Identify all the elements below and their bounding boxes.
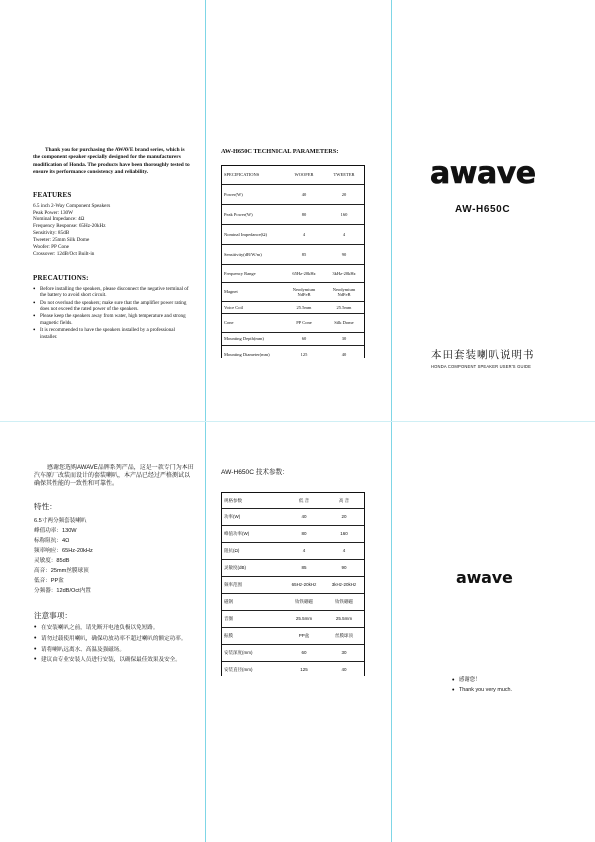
table-cell: 90 bbox=[324, 245, 364, 265]
back-cover-item: • Thank you very much. bbox=[452, 686, 512, 696]
cn-features-title: 特性： bbox=[34, 501, 57, 511]
table-cell: 65Hz-20kHz bbox=[284, 265, 324, 283]
feature-item: 灵敏度：85dB bbox=[34, 557, 70, 564]
table-cell: 25.5mm bbox=[284, 302, 324, 314]
table-cell: Nominal Impedance(Ω) bbox=[222, 225, 284, 245]
table-header-cell: 规格参数 bbox=[222, 493, 284, 509]
table-cell: 20 bbox=[324, 509, 364, 526]
table-cell: Mounting Diameter(mm) bbox=[222, 346, 284, 359]
cn-params-table bbox=[222, 492, 364, 676]
table-cell: 85 bbox=[284, 245, 324, 265]
feature-item: Woofer: PP Cone bbox=[33, 244, 69, 251]
precaution-item: • 在安装喇叭之前，请先断开电池负极以免短路。 bbox=[34, 625, 194, 632]
feature-item: Peak Power: 130W bbox=[33, 209, 74, 216]
table-row bbox=[222, 185, 364, 205]
table-cell: 阻抗(Ω) bbox=[222, 543, 284, 560]
table-cell: 60 bbox=[284, 645, 324, 662]
table-cell: 80 bbox=[284, 526, 324, 543]
table-cell: 4 bbox=[324, 543, 364, 560]
feature-item: Crossover: 12dB/Oct Built-in bbox=[33, 250, 95, 257]
table-row bbox=[222, 333, 364, 346]
table-cell: 160 bbox=[324, 526, 364, 543]
table-cell: 频率范围 bbox=[222, 577, 284, 594]
precaution-item: • Do not overload the speakers; make sure that the amplifier power rating does not exceed the rated power of the speakers. bbox=[33, 300, 193, 313]
precaution-item: • 建议由专业安装人员进行安装，以确保最佳效果及安全。 bbox=[34, 657, 194, 664]
table-row bbox=[222, 283, 364, 302]
feature-item: 标称阻抗：4Ω bbox=[34, 537, 70, 544]
table-cell: 音圈 bbox=[222, 611, 284, 628]
table-cell: 4 bbox=[324, 225, 364, 245]
table-cell: 4 bbox=[284, 225, 324, 245]
table-cell: 3kHz-20kHz bbox=[324, 577, 364, 594]
sheet-divider bbox=[0, 421, 595, 422]
english-intro-panel bbox=[33, 147, 193, 397]
feature-item: 6.5寸两分频套装喇叭 bbox=[34, 517, 87, 524]
precaution-item: • It is recommended to have the speakers installed by a professional installer. bbox=[33, 327, 193, 340]
table-cell: 钕铁硼磁 bbox=[284, 594, 324, 611]
table-row bbox=[222, 560, 364, 577]
table-row bbox=[222, 346, 364, 359]
table-cell: 40 bbox=[284, 509, 324, 526]
table-row bbox=[222, 314, 364, 333]
table-cell: 4 bbox=[284, 543, 324, 560]
precaution-item: • Please keep the speakers away from water, high temperature and strong magnetic fields. bbox=[33, 313, 193, 326]
table-cell: 90 bbox=[324, 560, 364, 577]
table-row bbox=[222, 645, 364, 662]
params-table bbox=[222, 165, 364, 358]
english-params-panel bbox=[221, 148, 381, 358]
feature-item: 6.5 inch 2-Way Component Speakers bbox=[33, 202, 111, 209]
table-header-cell: WOOFER bbox=[284, 166, 324, 185]
table-cell: 80 bbox=[284, 205, 324, 225]
table-row bbox=[222, 225, 364, 245]
cn-features-list bbox=[34, 516, 194, 597]
table-header-cell: 低 音 bbox=[284, 493, 324, 509]
table-row bbox=[222, 611, 364, 628]
table-row bbox=[222, 205, 364, 225]
precautions-list bbox=[33, 286, 193, 340]
feature-item: 分频器：12dB/Oct内置 bbox=[34, 588, 91, 595]
table-cell: 灵敏度(dB) bbox=[222, 560, 284, 577]
table-cell: 20 bbox=[324, 185, 364, 205]
back-cover-list bbox=[452, 676, 512, 695]
table-row bbox=[222, 509, 364, 526]
table-row bbox=[222, 577, 364, 594]
table-cell: 25.5mm bbox=[284, 611, 324, 628]
table-cell: 40 bbox=[284, 185, 324, 205]
table-cell: Sensitivity(dB/W/m) bbox=[222, 245, 284, 265]
table-cell: 磁钢 bbox=[222, 594, 284, 611]
feature-item: Sensitivity: 85dB bbox=[33, 230, 70, 237]
table-cell: 振膜 bbox=[222, 628, 284, 645]
chinese-intro: 感谢您选购AWAVE品牌系列产品，这是一款专门为本田汽车原厂改装而设计的套装喇叭，本产品已经过严格测试以确保其性能的一致性和可靠性。 bbox=[34, 465, 194, 488]
table-cell: Mounting Depth(mm) bbox=[222, 333, 284, 346]
feature-item: 峰值功率：130W bbox=[34, 527, 77, 534]
table-row bbox=[222, 302, 364, 314]
table-cell: 丝膜球顶 bbox=[324, 628, 364, 645]
table-cell: 85 bbox=[284, 560, 324, 577]
table-cell: 25.5mm bbox=[324, 302, 364, 314]
table-cell: 40 bbox=[324, 662, 364, 677]
model-number: AW-H650C bbox=[455, 204, 511, 215]
table-header-cell: TWEETER bbox=[324, 166, 364, 185]
table-row bbox=[222, 265, 364, 283]
table-cell: 25.5mm bbox=[324, 611, 364, 628]
feature-item: 高音：25mm丝膜球顶 bbox=[34, 568, 89, 575]
cn-precautions-list bbox=[34, 625, 194, 664]
table-cell: Magnet bbox=[222, 283, 284, 302]
table-row bbox=[222, 245, 364, 265]
table-cell: Cone bbox=[222, 314, 284, 333]
chinese-params-panel bbox=[221, 466, 381, 676]
table-cell: 峰值功率(W) bbox=[222, 526, 284, 543]
back-cover-item: • 感谢您！ bbox=[452, 676, 512, 686]
feature-item: 低音：PP盆 bbox=[34, 578, 64, 585]
table-cell: 安装深度(mm) bbox=[222, 645, 284, 662]
precaution-item: • 请勿过载使用喇叭，确保功放功率不超过喇叭的额定功率。 bbox=[34, 636, 194, 643]
features-list bbox=[33, 203, 193, 258]
table-cell: Neodymium NdFeB bbox=[284, 283, 324, 302]
table-cell: 30 bbox=[324, 645, 364, 662]
table-cell: PP盆 bbox=[284, 628, 324, 645]
table-cell: 安装直径(mm) bbox=[222, 662, 284, 677]
cover-cn-title: 本田套装喇叭说明书 bbox=[431, 349, 535, 361]
feature-item: Frequency Response: 65Hz-20kHz bbox=[33, 223, 106, 230]
table-cell: 功率(W) bbox=[222, 509, 284, 526]
feature-item: Tweeter: 25mm Silk Dome bbox=[33, 237, 90, 244]
back-brand-logo: awave bbox=[456, 568, 513, 587]
table-header-cell: 高 音 bbox=[324, 493, 364, 509]
table-cell: Voice Coil bbox=[222, 302, 284, 314]
feature-item: Nominal Impedance: 4Ω bbox=[33, 216, 85, 223]
precautions-title: PRECAUTIONS: bbox=[33, 273, 89, 282]
table-cell: Neodymium NdFeB bbox=[324, 283, 364, 302]
table-cell: 125 bbox=[284, 346, 324, 359]
table-cell: 3kHz-20kHz bbox=[324, 265, 364, 283]
table-cell: Peak Power(W) bbox=[222, 205, 284, 225]
table-cell: 160 bbox=[324, 205, 364, 225]
table-header-cell: SPECIFICATIONS bbox=[222, 166, 284, 185]
table-cell: 125 bbox=[284, 662, 324, 677]
table-row bbox=[222, 526, 364, 543]
table-cell: 30 bbox=[324, 333, 364, 346]
table-cell: 65Hz-20kHz bbox=[284, 577, 324, 594]
table-row bbox=[222, 662, 364, 677]
chinese-intro-panel bbox=[34, 464, 194, 704]
cover-subtitle: HONDA COMPONENT SPEAKER USER'S GUIDE bbox=[431, 364, 532, 369]
table-cell: Power(W) bbox=[222, 185, 284, 205]
table-cell: 40 bbox=[324, 346, 364, 359]
table-row bbox=[222, 628, 364, 645]
english-intro: Thank you for purchasing the AWAVE brand series, which is the component speaker specially designed for the manufacturers modification of Honda. The products have been thoroughly tested to ensure its performance consistency and reliability. bbox=[33, 147, 190, 176]
brand-logo: awave bbox=[430, 156, 536, 191]
table-row bbox=[222, 594, 364, 611]
table-cell: Silk Dome bbox=[324, 314, 364, 333]
cn-precautions-title: 注意事项： bbox=[34, 611, 72, 621]
params-table-frame bbox=[221, 165, 365, 358]
precaution-item: • 请将喇叭远离水、高温及强磁场。 bbox=[34, 647, 194, 654]
precaution-item: • Before installing the speakers, please disconnect the negative terminal of the battery to avoid short circuit. bbox=[33, 286, 193, 299]
table-cell: 60 bbox=[284, 333, 324, 346]
params-title: AW-H650C TECHNICAL PARAMETERS: bbox=[221, 148, 339, 155]
features-title: FEATURES bbox=[33, 190, 72, 199]
cn-params-table-frame bbox=[221, 492, 365, 676]
cn-params-title: AW-H650C 技术参数： bbox=[221, 469, 289, 476]
feature-item: 频率响应：65Hz-20kHz bbox=[34, 547, 93, 554]
table-row bbox=[222, 543, 364, 560]
table-cell: PP Cone bbox=[284, 314, 324, 333]
table-cell: 钕铁硼磁 bbox=[324, 594, 364, 611]
table-cell: Frequency Range bbox=[222, 265, 284, 283]
